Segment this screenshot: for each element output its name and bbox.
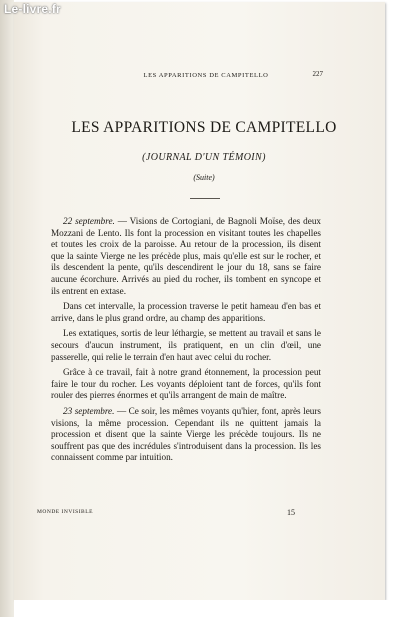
footer-signature: MONDE INVISIBLE	[37, 509, 93, 515]
article-body	[51, 216, 321, 468]
paragraph-text: Grâce à ce travail, fait à notre grand étonnement, la procession peut faire le tour du rocher. Les voyants déploient tant de forces, qu'ils font rouler des pierres énormes et qu'ils arrangent de main de maître.	[51, 367, 321, 401]
book-spine-edge	[0, 0, 14, 617]
paragraph-text: — Visions de Cortogiani, de Bagnoli Moïse, des deux Mozzani de Lento. Ils font la procession en visitant toutes les chapelles et toutes les croix de la paroisse. Au retour de la procession, ils disent que la sainte Vierge ne les précède plus, mais qu'elle est sur le rocher, et ils descendent la pente, qu'ils descendirent le jour du 18, sans se faire aucune écorchure. Arrivés au pied du rocher, ils tombent en syncope et ils entrent en extase.	[51, 216, 322, 296]
page-number: 227	[312, 70, 323, 78]
paragraph	[51, 367, 321, 402]
article-title: LES APPARITIONS DE CAMPITELLO	[71, 119, 337, 136]
watermark-logo: Le-livre.fr	[4, 2, 61, 16]
footer-number: 15	[287, 508, 295, 517]
divider-rule	[190, 198, 220, 199]
paragraph	[51, 406, 321, 464]
entry-date: 23 septembre.	[63, 405, 115, 416]
entry-date: 22 septembre.	[63, 216, 115, 226]
paragraph-text: Les extatiques, sortis de leur léthargie, se mettent au travail et sans le secours d'aucun instrument, ils pratiquent, en un clin d'œil, une passerelle, qui relie le terrain d'en haut avec celui du rocher.	[51, 328, 321, 362]
running-head: LES APPARITIONS DE CAMPITELLO	[143, 72, 269, 79]
document-page	[14, 2, 385, 600]
paragraph	[51, 216, 321, 297]
continuation-note: (Suite)	[193, 173, 215, 182]
paragraph	[51, 301, 321, 324]
article-subtitle: (JOURNAL D'UN TÉMOIN)	[142, 152, 266, 163]
bottom-margin	[14, 600, 400, 617]
paragraph	[51, 328, 321, 363]
paragraph-text: — Ce soir, les mêmes voyants qu'hier, font, après leurs visions, la même procession. Cependant ils ne quittent jamais la procession et disent que la sainte Vierge les précède toujours. Ils ne souffrent pas que des incrédules s'introduisent dans la procession. Ils les connaissent comme par intuition.	[51, 405, 322, 463]
paragraph-text: Dans cet intervalle, la procession traverse le petit hameau d'en bas et arrive, dans le plus grand ordre, au champ des apparitions.	[51, 301, 321, 323]
